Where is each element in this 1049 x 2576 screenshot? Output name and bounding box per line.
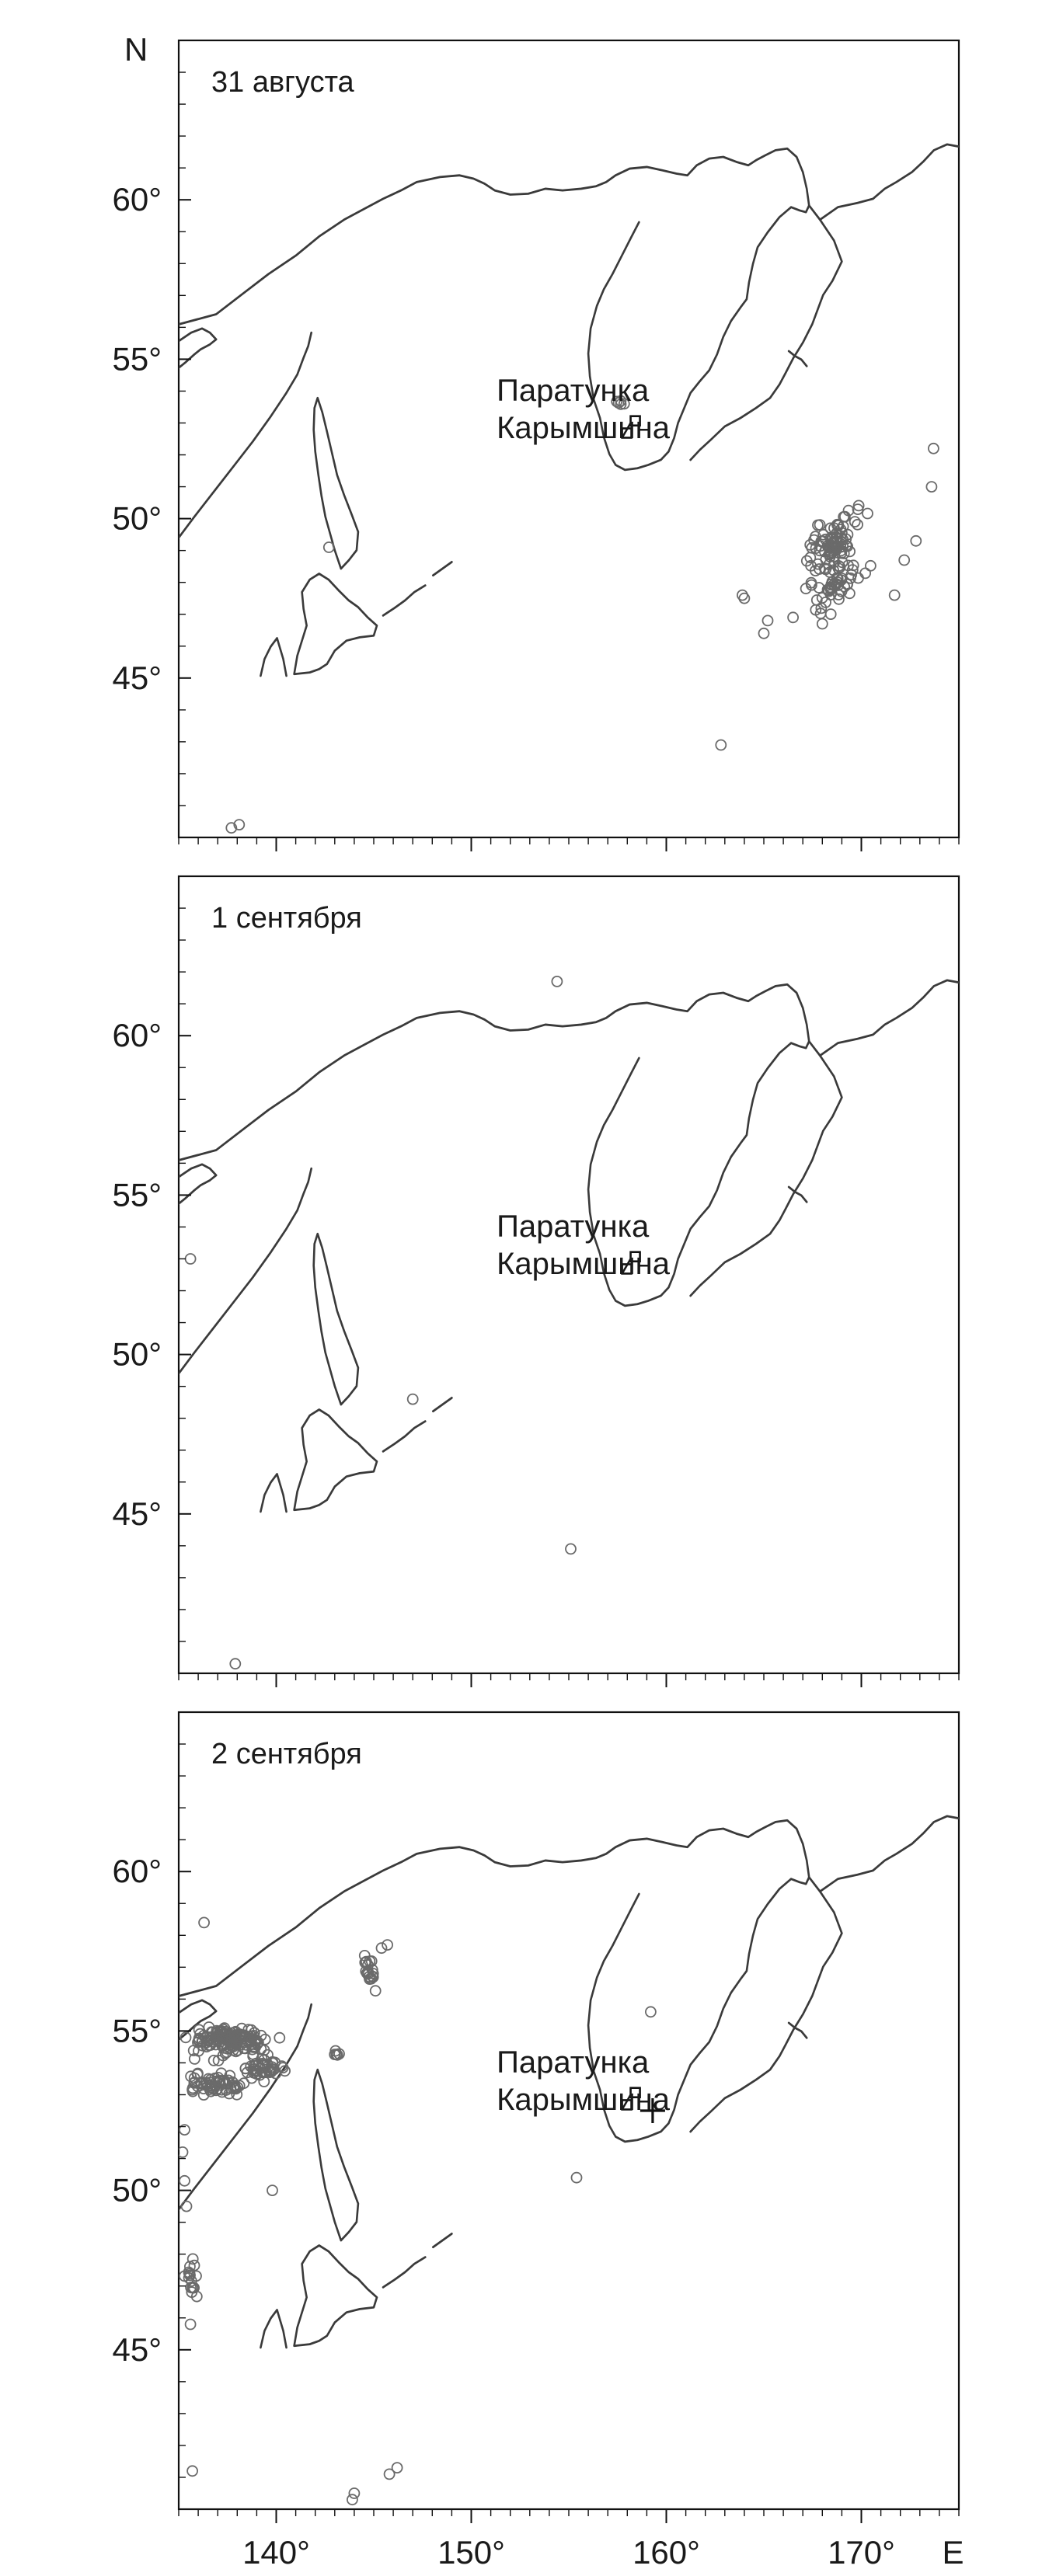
map-panel — [112, 1712, 1002, 2523]
east-label: E — [942, 2534, 964, 2571]
lat-tick-label: 45° — [112, 1495, 162, 1532]
lat-tick-label: 50° — [112, 2171, 162, 2209]
lon-tick-label: 150° — [437, 2534, 505, 2571]
panel-date-label: 31 августа — [211, 66, 354, 99]
lat-tick-label: 50° — [112, 1335, 162, 1373]
lat-tick-label: 55° — [112, 2012, 162, 2049]
lon-tick-label: 140° — [242, 2534, 310, 2571]
lon-tick-label: 170° — [828, 2534, 895, 2571]
lon-tick-label: 160° — [633, 2534, 700, 2571]
lat-tick-label: 60° — [112, 1853, 162, 1890]
lat-tick-label: 45° — [112, 2331, 162, 2368]
station-label: Паратунка — [497, 2045, 650, 2080]
station-label: Карымшина — [497, 410, 670, 445]
north-label: N — [124, 31, 148, 68]
lat-tick-label: 60° — [112, 181, 162, 218]
station-label: Паратунка — [497, 373, 650, 408]
panel-date-label: 2 сентября — [211, 1738, 362, 1770]
lat-tick-label: 55° — [112, 340, 162, 378]
map-panel — [112, 876, 1002, 1687]
station-label: Карымшина — [497, 1246, 670, 1281]
panel-date-label: 1 сентября — [211, 902, 362, 935]
lat-tick-label: 45° — [112, 659, 162, 696]
station-label: Паратунка — [497, 1209, 650, 1244]
station-label: Карымшина — [497, 2082, 670, 2117]
lat-tick-label: 55° — [112, 1176, 162, 1213]
lat-tick-label: 60° — [112, 1017, 162, 1054]
lat-tick-label: 50° — [112, 500, 162, 537]
map-panel — [112, 40, 1002, 851]
